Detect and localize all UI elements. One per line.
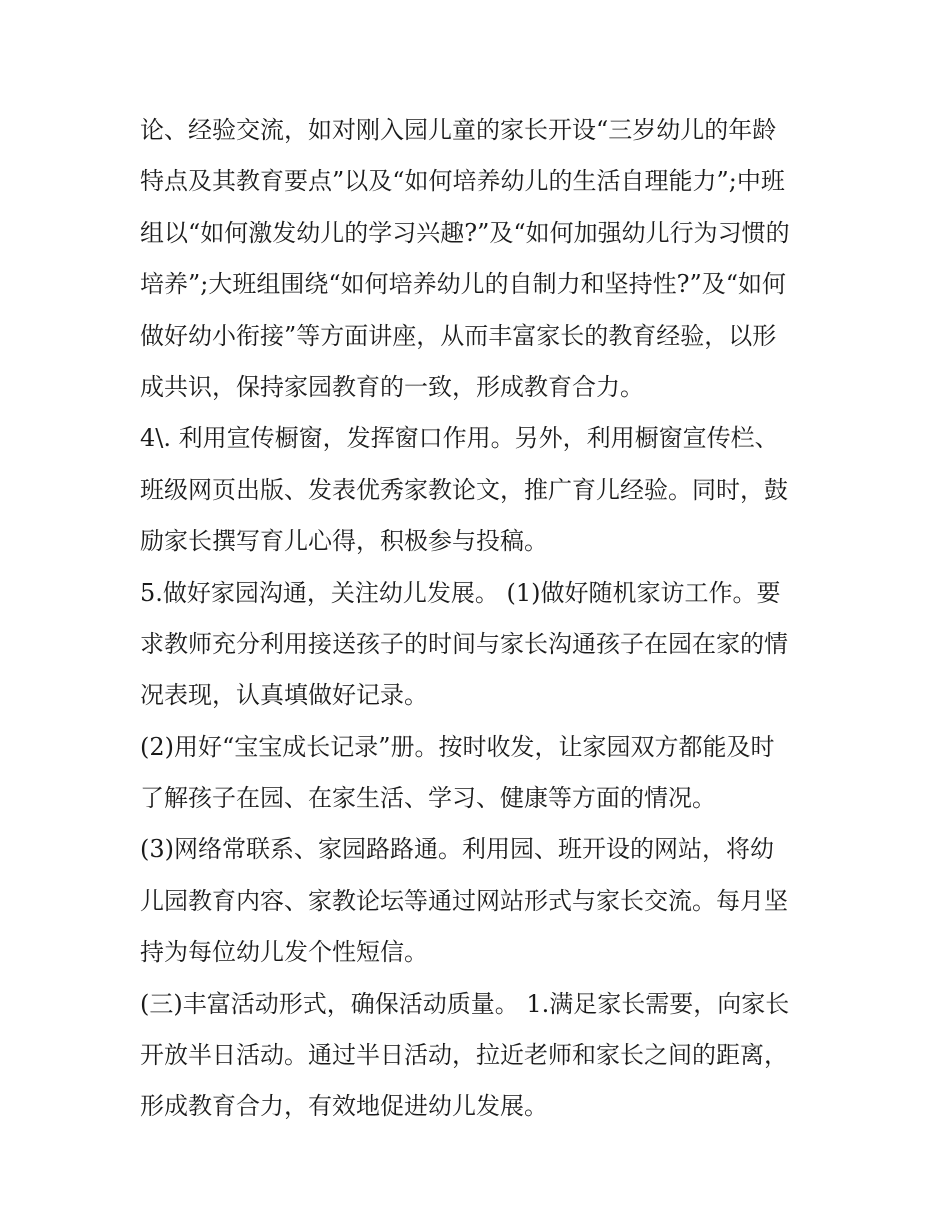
text-line: 开放半日活动。通过半日活动，拉近老师和家长之间的距离， xyxy=(140,1041,788,1070)
text-line: 论、经验交流，如对刚入园儿童的家长开设“三岁幼儿的年龄 xyxy=(140,116,777,144)
text-line: (2)用好“宝宝成长记录”册。按时收发，让家园双方都能及时 xyxy=(140,732,775,761)
text-line: 5.做好家园沟通，关注幼儿发展。 (1)做好随机家访工作。要 xyxy=(140,578,781,607)
text-line: (3)网络常联系、家园路路通。利用园、班开设的网站，将幼 xyxy=(140,835,774,864)
text-line: 培养”;大班组围绕“如何培养幼儿的自制力和坚持性?”及“如何 xyxy=(140,270,787,299)
text-line: 求教师充分利用接送孩子的时间与家长沟通孩子在园在家的情 xyxy=(140,629,788,658)
text-line: 励家长撰写育儿心得，积极参与投稿。 xyxy=(140,527,548,556)
text-line: 形成教育合力，有效地促进幼儿发展。 xyxy=(140,1092,548,1121)
body-text xyxy=(140,108,820,1136)
text-line: 做好幼小衔接”等方面讲座，从而丰富家长的教育经验，以形 xyxy=(140,321,777,350)
text-line: 组以“如何激发幼儿的学习兴趣?”及“如何加强幼儿行为习惯的 xyxy=(140,218,790,247)
text-line: 成共识，保持家园教育的一致，形成教育合力。 xyxy=(140,372,644,401)
text-line: 特点及其教育要点”以及“如何培养幼儿的生活自理能力”;中班 xyxy=(140,167,785,196)
text-line: 了解孩子在园、在家生活、学习、健康等方面的情况。 xyxy=(140,784,716,813)
text-line: 班级网页出版、发表优秀家教论文，推广育儿经验。同时，鼓 xyxy=(140,475,788,504)
text-line: (三)丰富活动形式，确保活动质量。 1.满足家长需要，向家长 xyxy=(140,989,790,1018)
text-line: 儿园教育内容、家教论坛等通过网站形式与家长交流。每月坚 xyxy=(140,886,788,915)
text-line: 4\. 利用宣传橱窗，发挥窗口作用。另外，利用橱窗宣传栏、 xyxy=(140,424,779,453)
text-line: 持为每位幼儿发个性短信。 xyxy=(140,938,428,967)
text-line: 况表现，认真填做好记录。 xyxy=(140,681,428,710)
